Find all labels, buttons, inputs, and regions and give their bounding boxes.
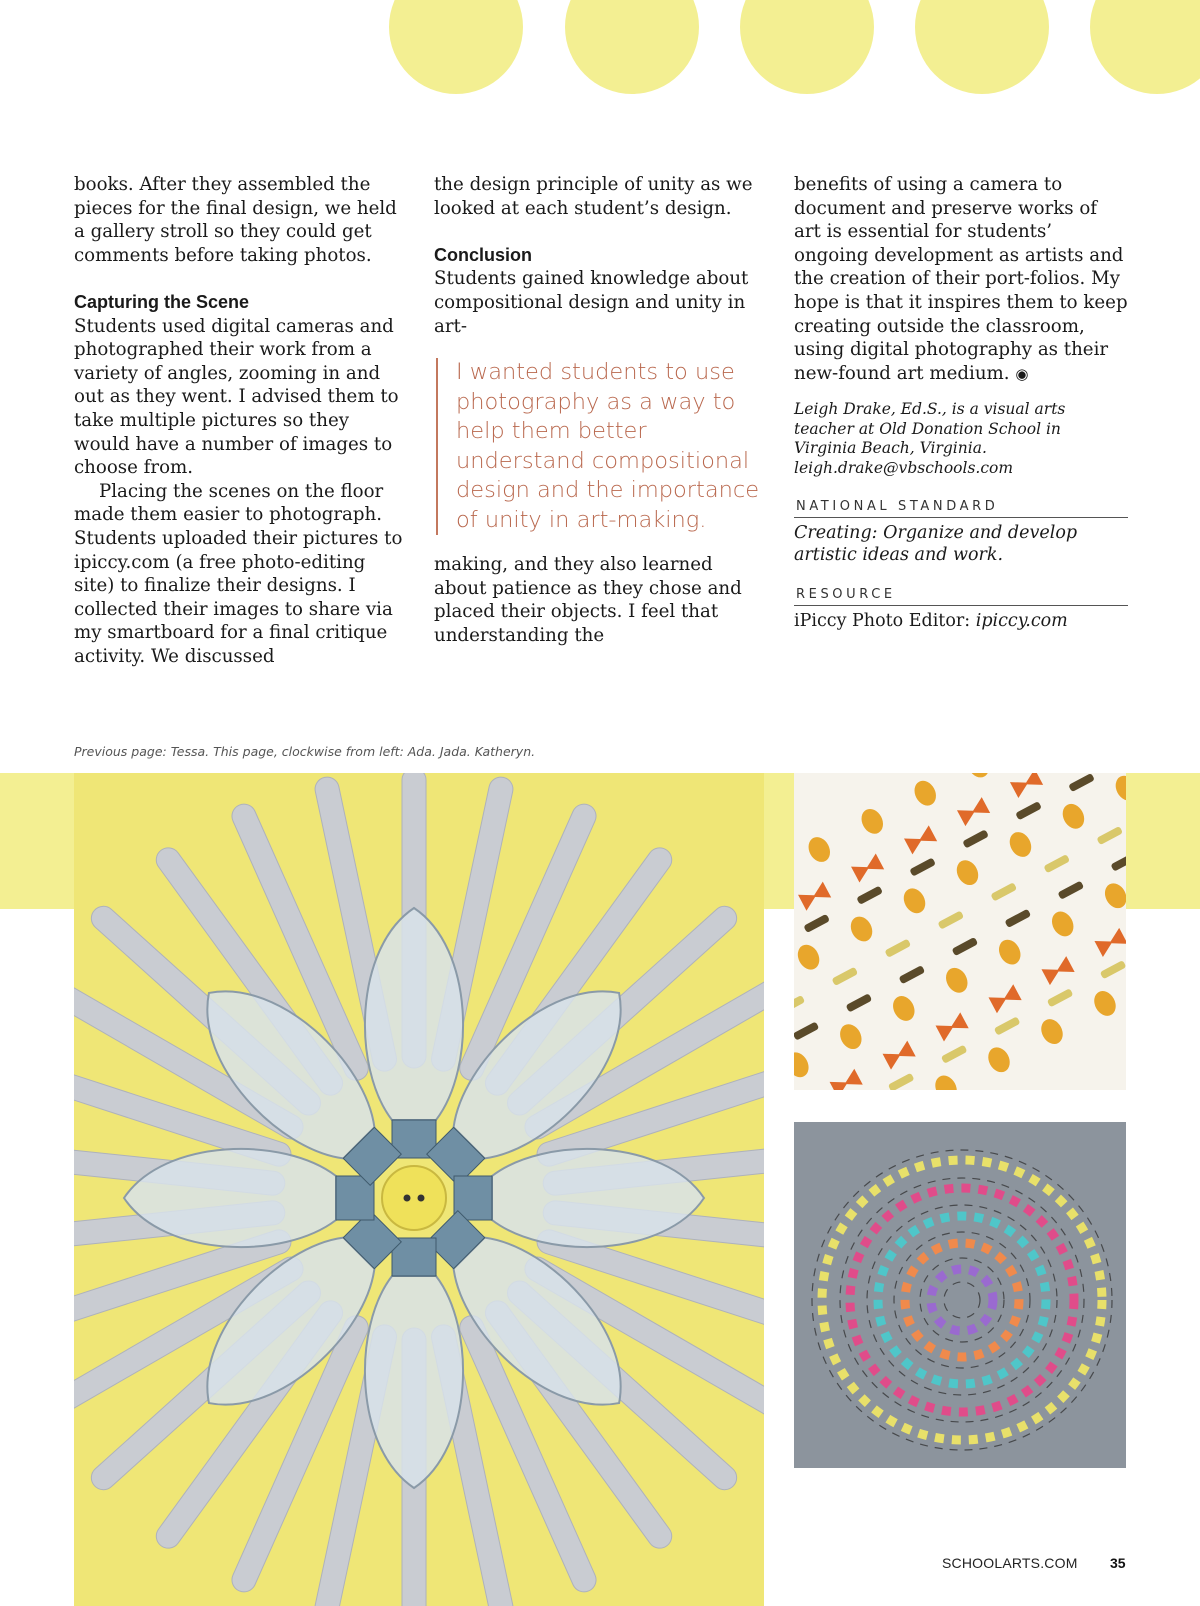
body-paragraph: the design principle of unity as we looked at each student’s design. <box>434 174 753 219</box>
body-paragraph: making, and they also learned about patience as they chose and placed their objects. I feel that understanding the <box>434 554 742 646</box>
national-standard-text: Creating: Organize and develop artistic ideas and work. <box>794 523 1078 566</box>
resource-text <box>794 610 1128 632</box>
resource-label: RESOURCE <box>794 586 1128 606</box>
decorative-dot <box>389 0 523 94</box>
author-bio: Leigh Drake, Ed.S., is a visual arts teacher at Old Donation School in Virginia Beach, Virginia. leigh.drake@vbschools.com <box>794 400 1066 477</box>
photo-caption: Previous page: Tessa. This page, clockwise from left: Ada. Jada. Katheryn. <box>74 744 536 759</box>
article-column-1 <box>74 173 406 668</box>
photo-pasta <box>794 773 1126 1090</box>
body-paragraph <box>794 173 1128 386</box>
footer-site: SCHOOLARTS.COM <box>942 1555 1078 1571</box>
photo-binder-clips <box>794 1122 1126 1468</box>
body-paragraph: books. After they assembled the pieces for the final design, we held a gallery stroll so they could get comments before taking photos. <box>74 174 397 266</box>
body-paragraph: Students gained knowledge about compositional design and unity in art- <box>434 268 749 337</box>
page-number: 35 <box>1110 1555 1126 1571</box>
decorative-dot <box>740 0 874 94</box>
binder-clips-illustration <box>794 1122 1126 1468</box>
eye-icon: ◉ <box>1015 364 1029 383</box>
decorative-dot <box>565 0 699 94</box>
decorative-dot <box>915 0 1049 94</box>
article-column-3 <box>794 173 1128 632</box>
pull-quote: I wanted students to use photography as a way to help them better understand compositional design and the importance of unity in art-making. <box>436 358 766 535</box>
body-text: benefits of using a camera to document and preserve works of art is essential for students’ ongoing development as artists and the creation of their port-folios. My hope is that it inspires them to keep creating outside the classroom, using digital photography as their new-found art medium. <box>794 174 1128 384</box>
body-paragraph: Placing the scenes on the floor made them easier to photograph. Students uploaded their pictures to ipiccy.com (a free photo-editing site) to finalize their designs. I collected their images to share via my smartboard for a final critique activity. We discussed <box>74 480 403 667</box>
body-paragraph: Students used digital cameras and photographed their work from a variety of angles, zooming in and out as they went. I advised them to take multiple pictures so they would have a number of images to choose from. <box>74 315 399 479</box>
decorative-dot <box>1090 0 1200 94</box>
resource-name: iPiccy Photo Editor: <box>794 611 971 632</box>
article-column-2 <box>434 173 766 648</box>
section-heading: Conclusion <box>434 244 532 265</box>
resource-link[interactable]: ipiccy.com <box>975 611 1068 632</box>
national-standard-label: NATIONAL STANDARD <box>794 498 1128 518</box>
pasta-illustration <box>794 773 1126 1090</box>
lightbulbs-illustration <box>74 773 764 1606</box>
photo-lightbulbs <box>74 773 764 1606</box>
section-heading: Capturing the Scene <box>74 291 250 312</box>
